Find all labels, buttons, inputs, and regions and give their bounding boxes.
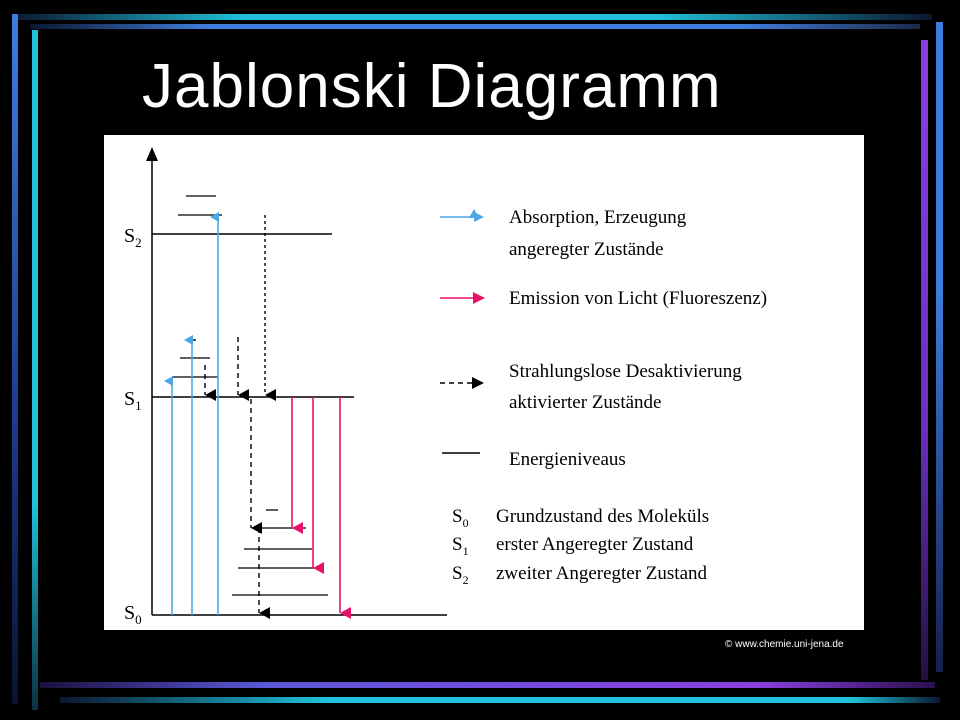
definition-s0-symbol: $S_0$ — [452, 506, 469, 530]
energy-axis-arrowhead — [146, 147, 158, 161]
page-title: Jablonski Diagramm — [142, 52, 722, 121]
frame-right-purple — [921, 40, 928, 680]
definition-s1-symbol: $S_1$ — [452, 534, 469, 558]
definition-s0-text: Grundzustand des Moleküls — [496, 506, 710, 527]
state-label-s2: $S_2$ — [124, 225, 142, 250]
definition-s2-text: zweiter Angeregter Zustand — [496, 563, 708, 584]
jablonski-diagram — [104, 135, 864, 630]
frame-bottom-cyan — [60, 697, 940, 703]
frame-top-blue — [30, 24, 920, 29]
legend-emission-arrowhead — [473, 292, 485, 304]
legend-level-label: Energieniveaus — [509, 449, 626, 470]
state-label-s1: $S_1$ — [124, 388, 142, 413]
legend-nonradiative-label: Strahlungslose Desaktivierung aktivierter Zustände — [509, 361, 742, 413]
legend-emission-label: Emission von Licht (Fluoreszenz) — [509, 288, 768, 309]
copyright-notice: © www.chemie.uni-jena.de — [725, 639, 844, 650]
state-label-s0: $S_0$ — [124, 602, 142, 627]
definition-s2-symbol: $S_2$ — [452, 563, 469, 587]
frame-left-cyan — [32, 30, 38, 710]
legend-absorption-arrowhead — [474, 212, 484, 222]
diagram-canvas — [104, 135, 864, 630]
legend-absorption-label: Absorption, Erzeugung angeregter Zustände — [509, 207, 687, 260]
frame-bottom-purple — [40, 682, 935, 688]
state-definitions — [452, 506, 709, 587]
frame-top-cyan — [12, 14, 932, 20]
frame-right-blue — [936, 22, 943, 672]
definition-s1-text: erster Angeregter Zustand — [496, 534, 694, 555]
frame-left-blue — [12, 14, 18, 704]
legend-nonradiative-arrowhead — [472, 377, 484, 389]
